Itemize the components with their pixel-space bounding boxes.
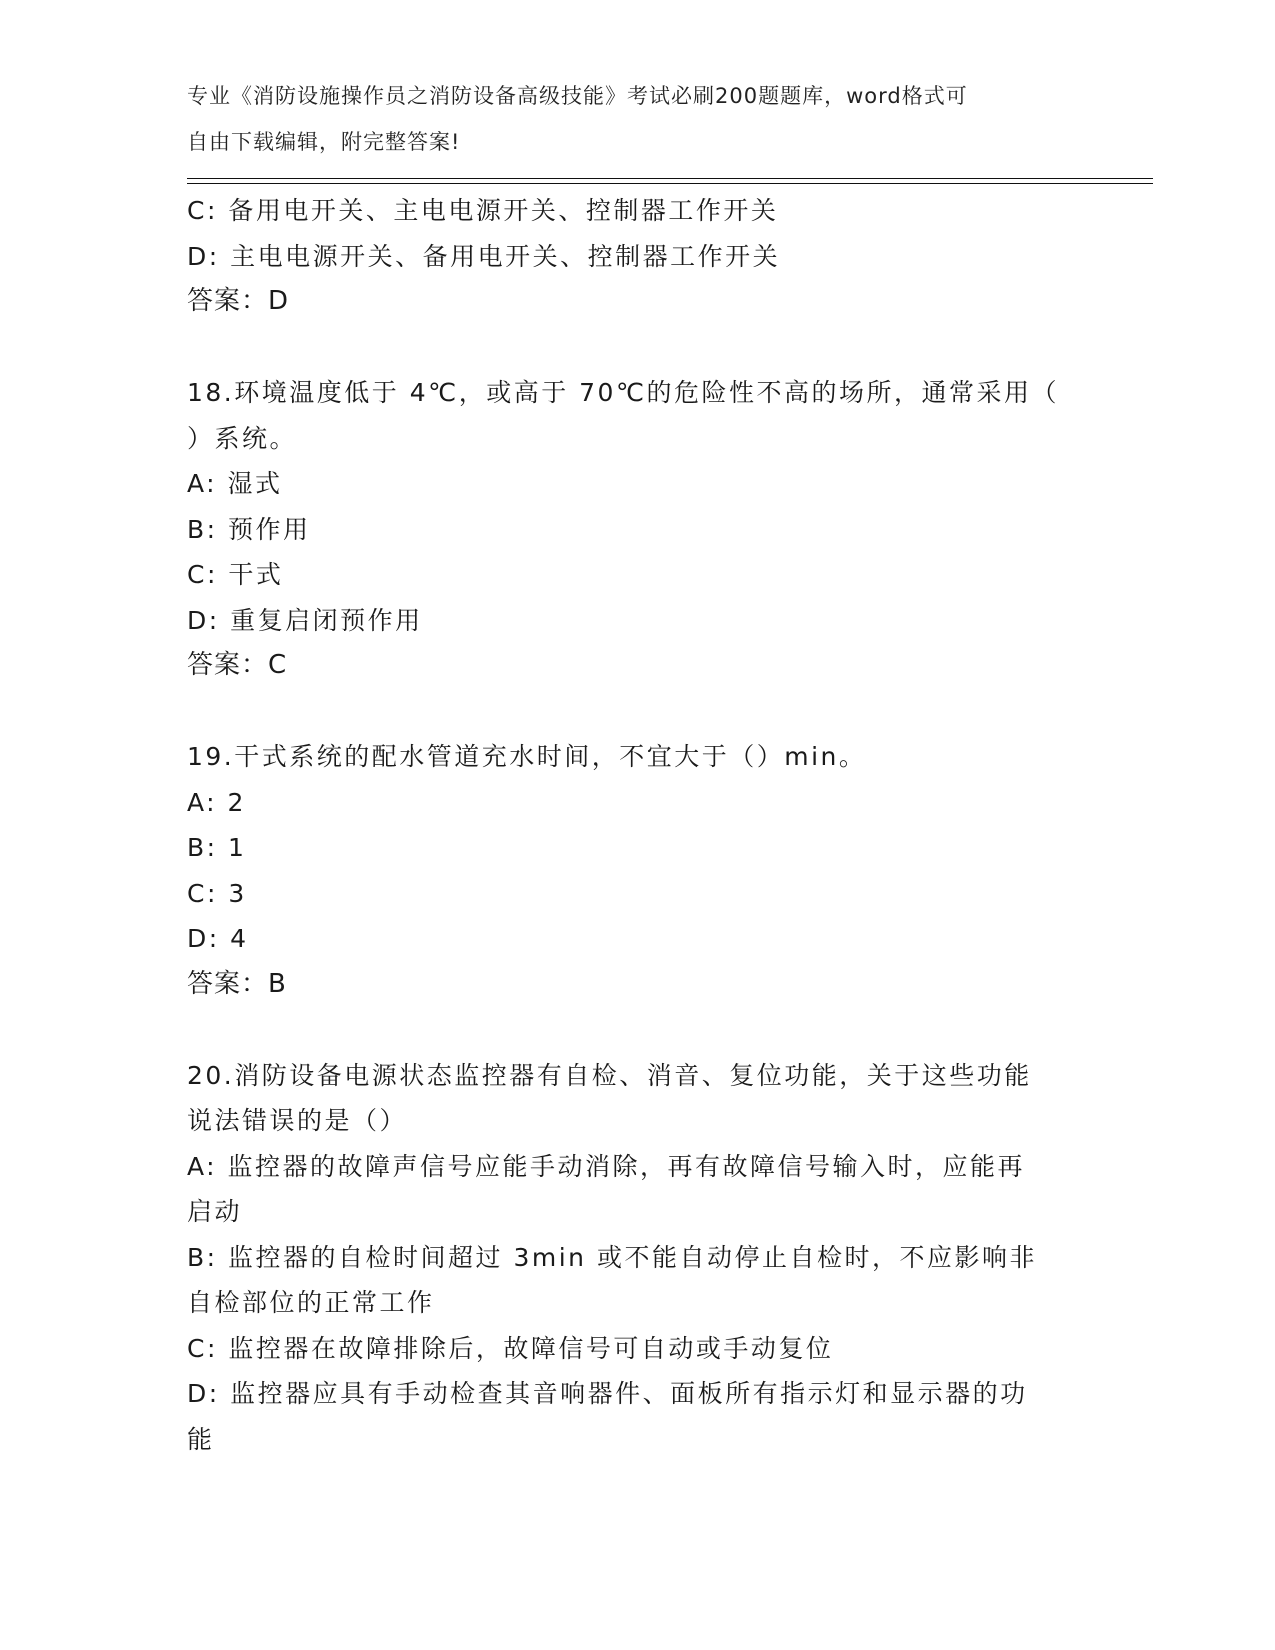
q20-text-line-1: 20.消防设备电源状态监控器有自检、消音、复位功能，关于这些功能 <box>187 1060 1032 1090</box>
q19-option-b: B: 1 <box>187 833 247 862</box>
q18-text-line-2: ）系统。 <box>187 423 298 453</box>
q20-option-d-line-2: 能 <box>187 1424 215 1454</box>
q18-option-d: D: 重复启闭预作用 <box>187 605 423 635</box>
question-20 <box>187 1053 1077 1463</box>
question-17 <box>187 188 1077 325</box>
q20-text-line-2: 说法错误的是（） <box>187 1106 408 1135</box>
spacer <box>187 689 1077 735</box>
document-header <box>187 74 1067 165</box>
header-divider-top <box>187 178 1153 179</box>
header-line-2: 自由下载编辑，附完整答案! <box>187 129 461 154</box>
q18-text-line-1: 18.环境温度低于 4℃，或高于 70℃的危险性不高的场所，通常采用（ <box>187 378 1060 407</box>
q18-option-b: B: 预作用 <box>187 514 311 544</box>
q20-option-a-line-1: A: 监控器的故障声信号应能手动消除，再有故障信号输入时，应能再 <box>187 1151 1026 1181</box>
q19-option-d: D: 4 <box>187 924 249 953</box>
q18-answer: 答案：C <box>187 650 288 680</box>
q20-option-b-line-1: B: 监控器的自检时间超过 3min 或不能自动停止自检时，不应影响非 <box>187 1242 1037 1272</box>
q20-option-a-line-2: 启动 <box>187 1197 243 1226</box>
spacer <box>187 1007 1077 1053</box>
q20-option-c: C: 监控器在故障排除后，故障信号可自动或手动复位 <box>187 1333 834 1363</box>
q19-text-line-1: 19.干式系统的配水管道充水时间，不宜大于（）min。 <box>187 742 867 771</box>
q18-option-a: A: 湿式 <box>187 469 283 498</box>
q17-option-c: C: 备用电开关、主电电源开关、控制器工作开关 <box>187 196 779 225</box>
q17-answer: 答案：D <box>187 286 290 316</box>
spacer <box>187 325 1077 371</box>
q19-option-a: A: 2 <box>187 787 246 817</box>
q18-option-c: C: 干式 <box>187 560 284 589</box>
q20-option-b-line-2: 自检部位的正常工作 <box>187 1288 435 1317</box>
question-19 <box>187 734 1077 1007</box>
q17-option-d: D: 主电电源开关、备用电开关、控制器工作开关 <box>187 241 781 271</box>
question-18 <box>187 370 1077 689</box>
question-content <box>187 188 1077 1462</box>
q19-option-c: C: 3 <box>187 878 247 908</box>
q20-option-d-line-1: D: 监控器应具有手动检查其音响器件、面板所有指示灯和显示器的功 <box>187 1379 1028 1408</box>
header-line-1: 专业《消防设施操作员之消防设备高级技能》考试必刷200题题库，word格式可 <box>187 84 968 108</box>
header-divider-bottom <box>187 183 1153 184</box>
q19-answer: 答案：B <box>187 968 287 999</box>
